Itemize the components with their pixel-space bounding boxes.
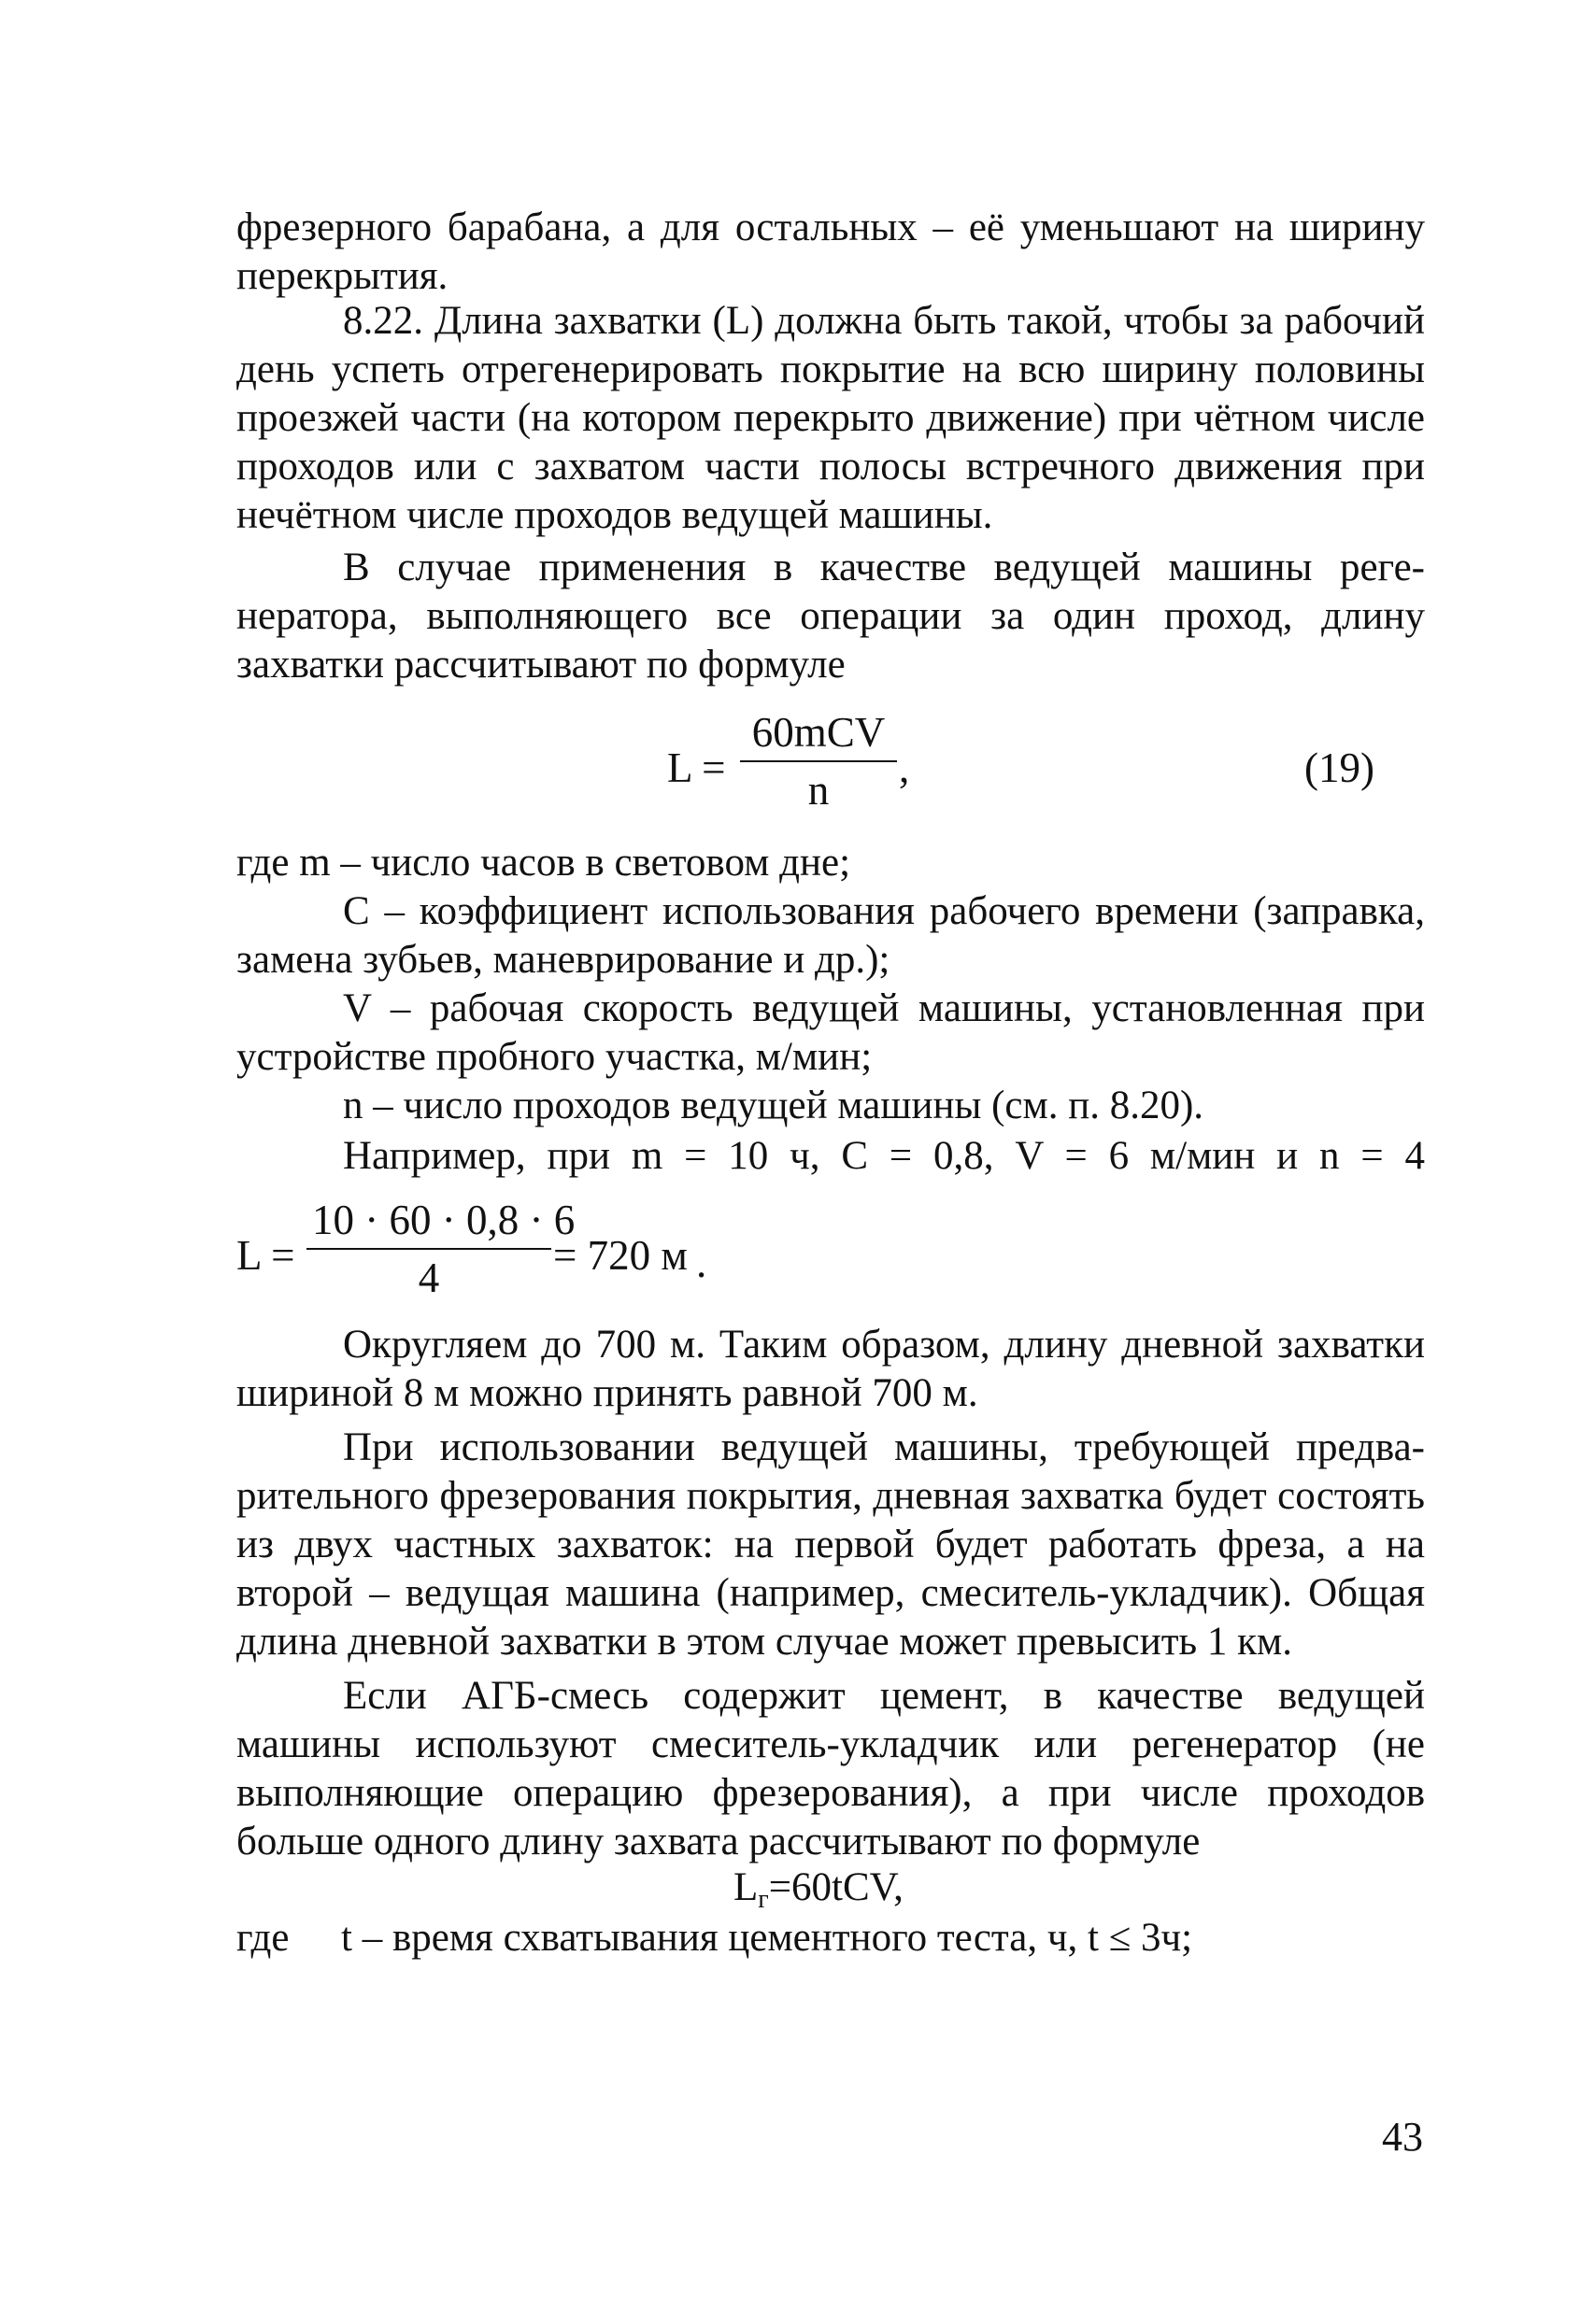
- text-line: 8.22. Длина захватки (L) должна быть такой, чтобы за рабочий: [343, 299, 1425, 343]
- formula-lhs: L =: [236, 1232, 295, 1279]
- formula-period: .: [696, 1240, 707, 1286]
- text-line: Если АГБ-смесь содержит цемент, в качестве ведущей: [343, 1674, 1425, 1718]
- text-line: V – рабочая скорость ведущей машины, установленная при: [343, 986, 1425, 1030]
- text-line: выполняющие операцию фрезерования), а при числе проходов: [236, 1771, 1425, 1815]
- text-line: С – коэффициент использования рабочего времени (заправка,: [343, 889, 1425, 933]
- text-line: нечётном числе проходов ведущей машины.: [236, 493, 993, 537]
- text-line: рительного фрезерования покрытия, дневная захватка будет состоять: [236, 1474, 1425, 1518]
- where-label: где: [236, 1916, 290, 1960]
- formula-numerator: 60mCV: [740, 708, 897, 762]
- text-line: больше одного длину захвата рассчитывают по формуле: [236, 1820, 1201, 1863]
- formula-result: = 720 м: [553, 1232, 688, 1279]
- text-line: При использовании ведущей машины, требующей предва-: [343, 1425, 1425, 1469]
- text-line: второй – ведущая машина (например, смеситель-укладчик). Общая: [236, 1571, 1425, 1615]
- text-line: замена зубьев, маневрирование и др.);: [236, 938, 890, 982]
- text-line: шириной 8 м можно принять равной 700 м.: [236, 1371, 978, 1415]
- text-line: Например, при m = 10 ч, С = 0,8, V = 6 м/мин и n = 4: [343, 1134, 1425, 1178]
- text-line: n – число проходов ведущей машины (см. п. 8.20).: [343, 1084, 1204, 1127]
- text-line: захватки рассчитывают по формуле: [236, 643, 846, 687]
- text-line: день успеть отрегенерировать покрытие на всю ширину половины: [236, 347, 1425, 391]
- text-line: перекрытия.: [236, 254, 448, 298]
- formula-denominator: n: [807, 767, 830, 814]
- text-line: В случае применения в качестве ведущей машины реге-: [343, 546, 1425, 589]
- text-line: устройстве пробного участка, м/мин;: [236, 1035, 873, 1079]
- formula-comma: ,: [899, 744, 910, 791]
- text-line: где m – число часов в световом дне;: [236, 841, 851, 885]
- text-line: проезжей части (на котором перекрыто движение) при чётном числе: [236, 396, 1425, 440]
- text-line: длина дневной захватки в этом случае может превысить 1 км.: [236, 1620, 1292, 1664]
- formula-lhs: L =: [667, 744, 726, 791]
- formula-numerator: 10 · 60 · 0,8 · 6: [306, 1196, 551, 1250]
- formula-fraction: [740, 708, 897, 815]
- formula-denominator: 4: [418, 1254, 440, 1301]
- page-number: 43: [1382, 2114, 1423, 2160]
- text-line: фрезерного барабана, а для остальных – её уменьшают на ширину: [236, 205, 1425, 249]
- text-line: проходов или с захватом части полосы встречного движения при: [236, 445, 1425, 489]
- formula-lr-symbol: L: [733, 1865, 759, 1909]
- formula-number: (19): [1304, 744, 1374, 791]
- formula-lr: [733, 1864, 904, 1915]
- formula-lr-subscript: г: [758, 1885, 769, 1914]
- text-line: t – время схватывания цементного теста, ч, t ≤ 3ч;: [341, 1916, 1193, 1960]
- text-line: из двух частных захваток: на первой будет работать фреза, а на: [236, 1523, 1425, 1566]
- text-line: машины используют смеситель-укладчик или регенератор (не: [236, 1722, 1425, 1766]
- text-line: нератора, выполняющего все операции за один проход, длину: [236, 594, 1425, 638]
- text-line: Округляем до 700 м. Таким образом, длину дневной захватки: [343, 1323, 1425, 1367]
- formula-fraction: [306, 1196, 576, 1302]
- formula-lr-rest: =60tCV,: [768, 1865, 904, 1909]
